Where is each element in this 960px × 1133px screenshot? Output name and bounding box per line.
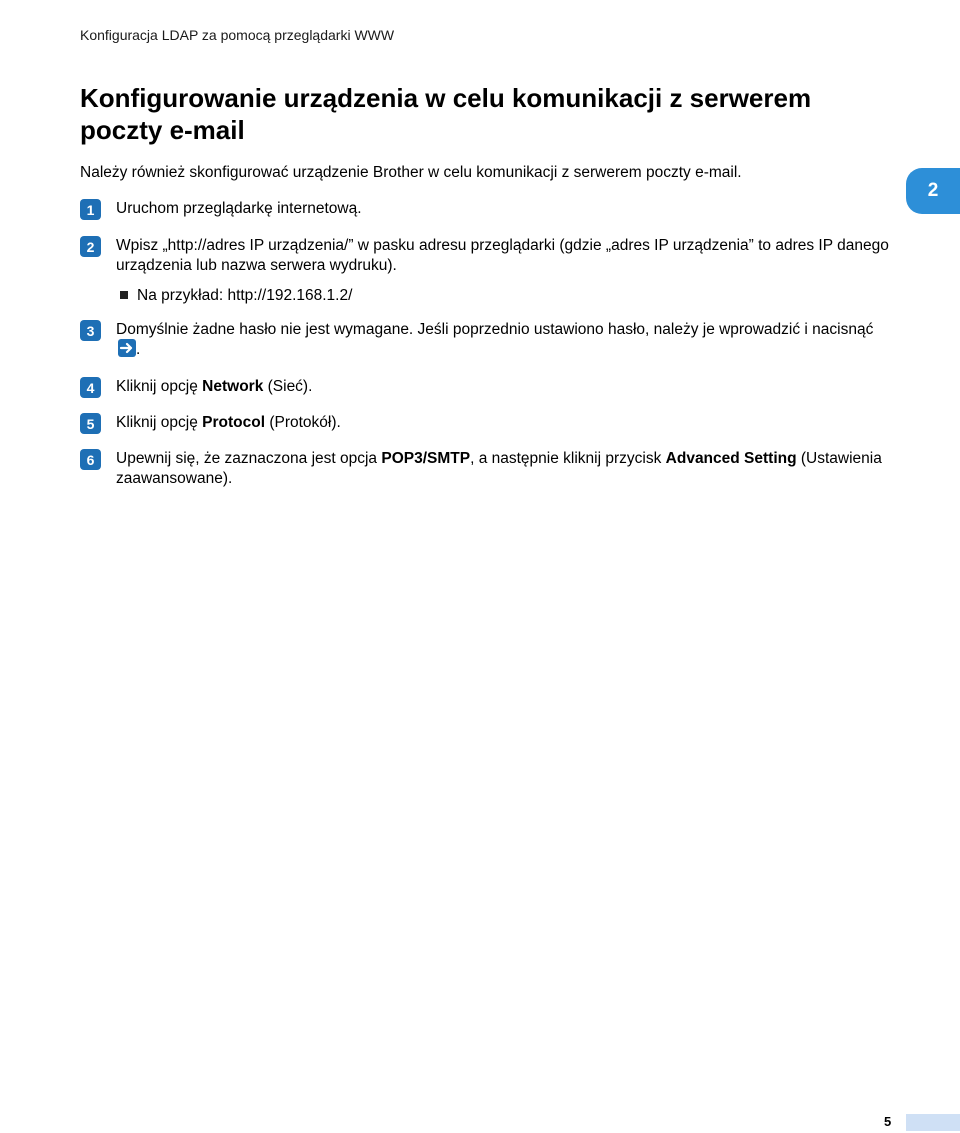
step-text: [116, 377, 895, 397]
step-2: [80, 236, 895, 276]
step-number-badge: 2: [80, 236, 101, 257]
step-2-example: [120, 286, 352, 306]
button-label-advanced-setting: Advanced Setting: [665, 450, 797, 467]
step-text: [116, 449, 895, 489]
step-text-part: , a następnie kliknij przycisk: [470, 450, 666, 467]
step-text-part: Kliknij opcję: [116, 378, 203, 395]
menu-option-network: Network: [202, 378, 264, 395]
chapter-tab: 2: [906, 168, 960, 214]
step-text-main: Domyślnie żadne hasło nie jest wymagane. Jeśli poprzednio ustawiono hasło, należy je wprowadzić i nacisnąć: [116, 321, 874, 338]
step-number-badge: 3: [80, 320, 101, 341]
step-number-badge: 6: [80, 449, 101, 470]
step-text: Uruchom przeglądarkę internetową.: [116, 200, 362, 217]
step-text-part: Kliknij opcję: [116, 414, 203, 431]
step-4: [80, 377, 895, 397]
menu-option-protocol: Protocol: [202, 414, 266, 431]
step-number-badge: 1: [80, 199, 101, 220]
step-text-part: (Protokół).: [265, 414, 341, 431]
step-text-end: .: [136, 341, 141, 358]
step-text: Wpisz „http://adres IP urządzenia/” w pasku adresu przeglądarki (gdzie „adres IP urządzenia” to adres IP danego urządzenia lub nazwa serwera wydruku).: [116, 237, 889, 274]
section-title: Konfigurowanie urządzenia w celu komunikacji z serwerem poczty e-mail: [80, 83, 812, 145]
step-6: [80, 449, 895, 489]
square-bullet-icon: [120, 291, 128, 299]
intro-paragraph: Należy również skonfigurować urządzenie Brother w celu komunikacji z serwerem poczty e-mail.: [80, 164, 742, 181]
step-5: [80, 413, 895, 433]
step-text: [116, 320, 895, 360]
step-text-part: Upewnij się, że zaznaczona jest opcja: [116, 450, 382, 467]
enter-arrow-icon: [118, 339, 136, 357]
option-pop3-smtp: POP3/SMTP: [381, 450, 471, 467]
step-text-part: (Sieć).: [263, 378, 313, 395]
step-number-badge: 5: [80, 413, 101, 434]
step-text: [116, 413, 895, 433]
step-1: [80, 199, 895, 219]
example-text: Na przykład: http://192.168.1.2/: [137, 287, 353, 304]
step-3: [80, 320, 895, 360]
step-number-badge: 4: [80, 377, 101, 398]
step-text-part: (Ustawienia zaawansowane).: [116, 450, 882, 487]
running-header: Konfiguracja LDAP za pomocą przeglądarki WWW: [80, 27, 395, 43]
footer-bar: [906, 1114, 960, 1131]
page-number: 5: [884, 1114, 892, 1129]
